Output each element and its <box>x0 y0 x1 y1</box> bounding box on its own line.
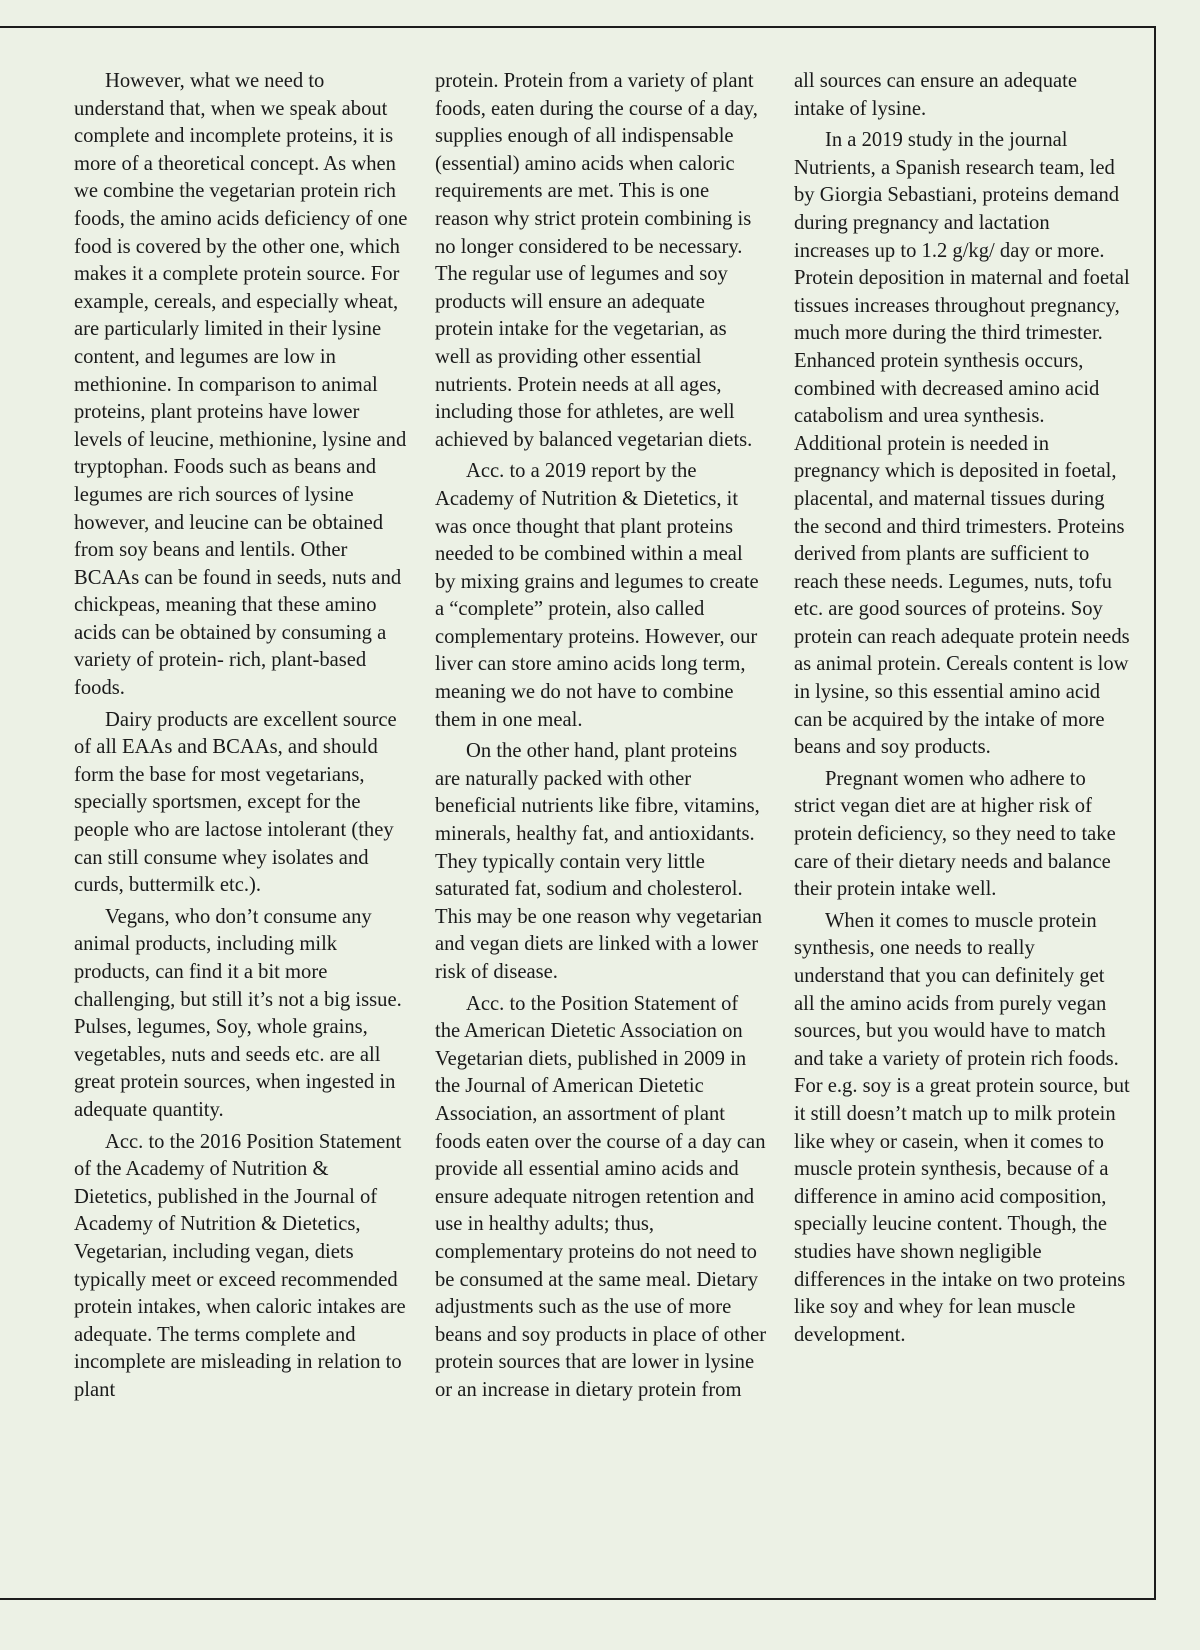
text-column-1 <box>74 68 410 1409</box>
text-column-2 <box>435 68 767 1409</box>
paragraph: When it comes to muscle protein synthesis, one needs to really understand that you can definitely get all the amino acids from purely vegan sources, but you would have to match and take a variety of protein rich foods. For e.g. soy is a great protein source, but it still doesn’t match up to milk protein like whey or casein, when it comes to muscle protein synthesis, because of a difference in amino acid composition, specially leucine content. Though, the studies have shown negligible differences in the intake on two proteins like soy and whey for lean muscle development. <box>794 909 1130 1346</box>
paragraph: However, what we need to understand that, when we speak about complete and incomplete proteins, it is more of a theoretical concept. As when we combine the vegetarian protein rich foods, the amino acids deficiency of one food is covered by the other one, which makes it a complete protein source. For example, cereals, and especially wheat, are particularly limited in their lysine content, and legumes are low in methionine. In comparison to animal proteins, plant proteins have lower levels of leucine, methionine, lysine and tryptophan. Foods such as beans and legumes are rich sources of lysine however, and leucine can be obtained from soy beans and lentils. Other BCAAs can be found in seeds, nuts and chickpeas, meaning that these amino acids can be obtained by consuming a variety of protein- rich, plant-based foods. <box>74 70 408 700</box>
paragraph-continued: all sources can ensure an adequate intake of lysine. <box>794 70 1078 120</box>
paragraph: On the other hand, plant proteins are naturally packed with other beneficial nutrients like fibre, vitamins, minerals, healthy fat, and antioxidants. They typically contain very little saturated fat, sodium and cholesterol. This may be one reason why vegetarian and vegan diets are linked with a lower risk of disease. <box>435 740 763 983</box>
text-column-3 <box>794 68 1130 1353</box>
paragraph: Vegans, who don’t consume any animal products, including milk products, can find it a bit more challenging, but still it’s not a big issue. Pulses, legumes, Soy, whole grains, vegetables, nuts and seeds etc. are all great protein sources, when ingested in adequate quantity. <box>74 905 402 1121</box>
paragraph-continued: protein. Protein from a variety of plant foods, eaten during the course of a day, supplies enough of all indispensable (essential) amino acids when caloric requirements are met. This is one reason why strict protein combining is no longer considered to be necessary. The regular use of legumes and soy products will ensure an adequate protein intake for the vegetarian, as well as providing other essential nutrients. Protein needs at all ages, including those for athletes, are well achieved by balanced vegetarian diets. <box>435 70 758 451</box>
paragraph: Pregnant women who adhere to strict vegan diet are at higher risk of protein deficiency, so they need to take care of their dietary needs and balance their protein intake well. <box>794 767 1116 901</box>
paragraph: In a 2019 study in the journal Nutrients, a Spanish research team, led by Giorgia Sebastiani, proteins demand during pregnancy and lactation increases up to 1.2 g/kg/ day or more. Protein deposition in maternal and foetal tissues increases throughout pregnancy, much more during the third trimester. Enhanced protein synthesis occurs, combined with decreased amino acid catabolism and urea synthesis. Additional protein is needed in pregnancy which is deposited in foetal, placental, and maternal tissues during the second and third trimesters. Proteins derived from plants are sufficient to reach these needs. Legumes, nuts, tofu etc. are good sources of proteins. Soy protein can reach adequate protein needs as animal protein. Cereals content is low in lysine, so this essential amino acid can be acquired by the intake of more beans and soy products. <box>794 129 1130 759</box>
paragraph: Acc. to the Position Statement of the American Dietetic Association on Vegetarian diets, published in 2009 in the Journal of American Dietetic Association, an assortment of plant foods eaten over the course of a day can provide all essential amino acids and ensure adequate nitrogen retention and use in healthy adults; thus, complementary proteins do not need to be consumed at the same meal. Dietary adjustments such as the use of more beans and soy products in place of other protein sources that are lower in lysine or an increase in dietary protein from <box>435 992 767 1401</box>
paragraph: Dairy products are excellent source of all EAAs and BCAAs, and should form the base for most vegetarians, specially sportsmen, except for the people who are lactose intolerant (they can still consume whey isolates and curds, buttermilk etc.). <box>74 708 397 897</box>
paragraph: Acc. to the 2016 Position Statement of the Academy of Nutrition & Dietetics, published in the Journal of Academy of Nutrition & Dietetics, Vegetarian, including vegan, diets typically meet or exceed recommended protein intakes, when caloric intakes are adequate. The terms complete and incomplete are misleading in relation to plant <box>74 1130 406 1401</box>
paragraph: Acc. to a 2019 report by the Academy of Nutrition & Dietetics, it was once thought that plant proteins needed to be combined within a meal by mixing grains and legumes to create a “complete” protein, also called complementary proteins. However, our liver can store amino acids long term, meaning we do not have to combine them in one meal. <box>435 460 759 731</box>
